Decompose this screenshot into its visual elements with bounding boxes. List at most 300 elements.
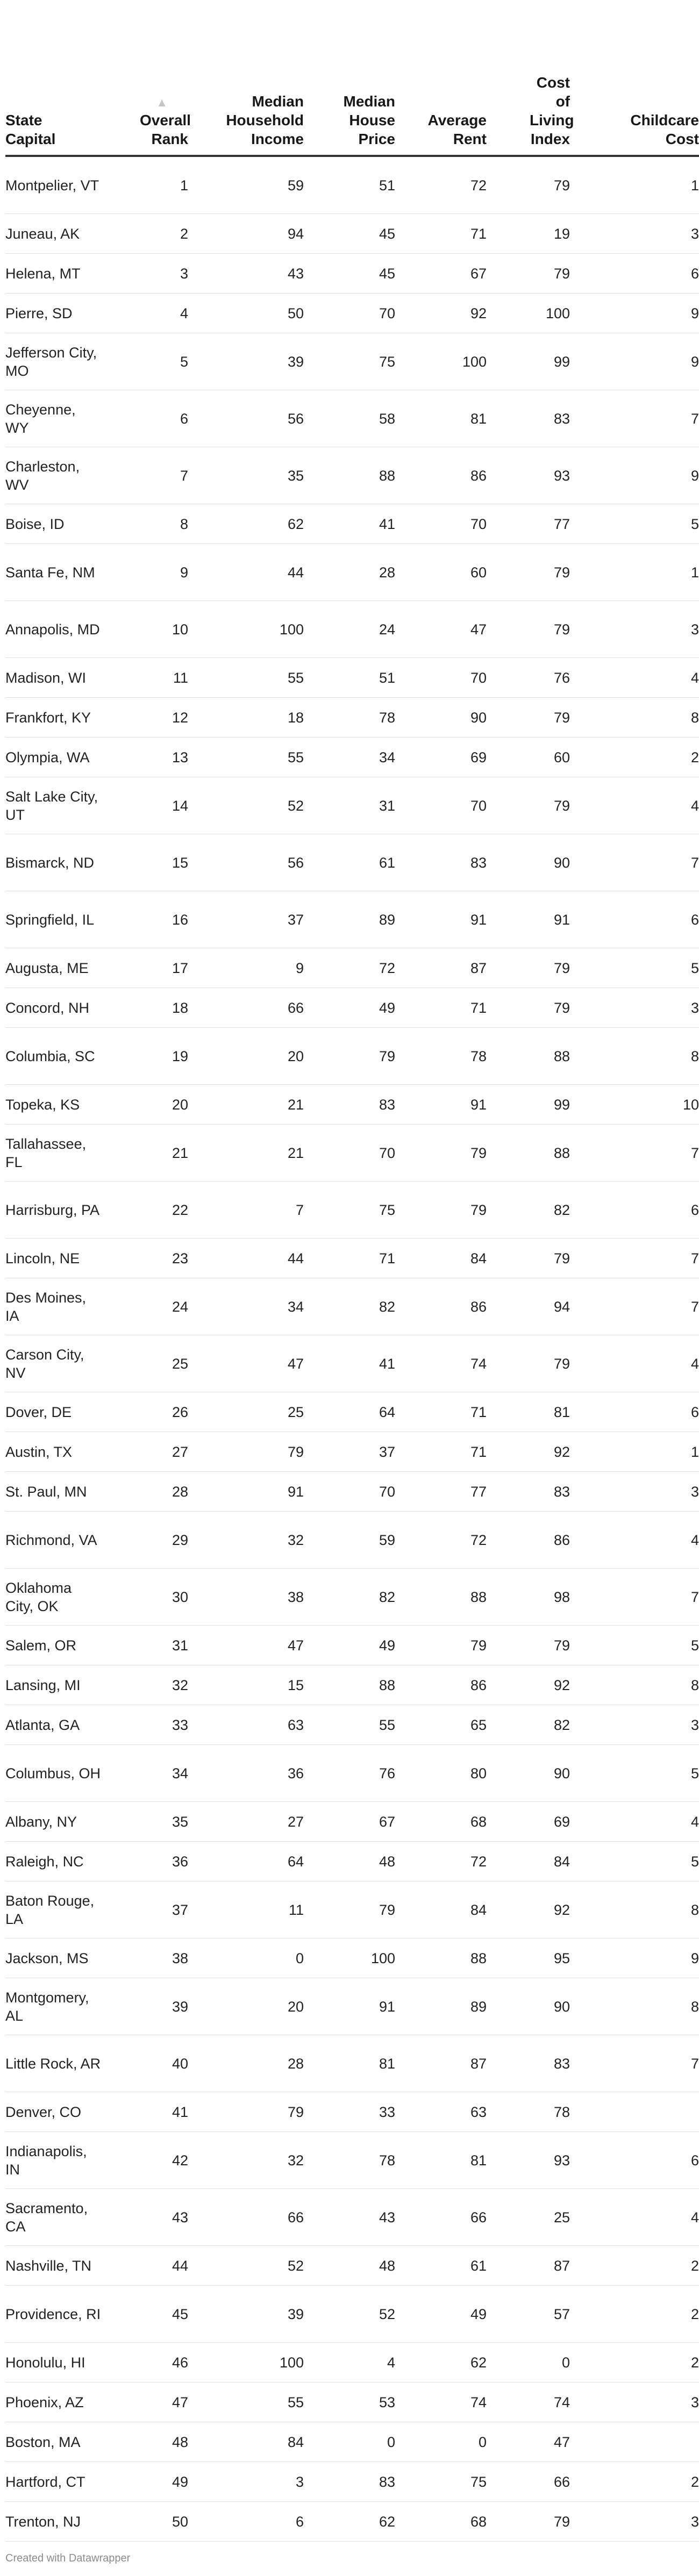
cell-childcare-cost: 7 (570, 834, 699, 891)
table-row (5, 254, 699, 294)
cell-cost-of-living-index: 93 (487, 447, 570, 504)
cell-cost-of-living-index: 0 (487, 2343, 570, 2382)
cell-childcare-cost: 3 (570, 601, 699, 658)
cell-childcare-cost: 5 (570, 1626, 699, 1665)
cell-cost-of-living-index: 83 (487, 2035, 570, 2092)
cell-median-house-price: 88 (304, 1665, 395, 1705)
cell-childcare-cost: 2 (570, 738, 699, 777)
cell-average-rent: 80 (395, 1745, 487, 1802)
cell-cost-of-living-index: 25 (487, 2189, 570, 2246)
cell-childcare-cost (570, 2092, 699, 2132)
cell-median-house-price: 48 (304, 2246, 395, 2286)
cell-median-household-income: 55 (188, 738, 304, 777)
cell-childcare-cost: 6 (570, 891, 699, 948)
cell-overall-rank: 29 (113, 1512, 188, 1569)
cell-median-household-income: 91 (188, 1472, 304, 1512)
cell-cost-of-living-index: 81 (487, 1392, 570, 1432)
cell-median-house-price: 78 (304, 698, 395, 738)
cell-state-capital: Albany, NY (5, 1802, 113, 1842)
cell-cost-of-living-index: 79 (487, 1626, 570, 1665)
cell-state-capital: Springfield, IL (5, 891, 113, 948)
cell-median-house-price: 82 (304, 1569, 395, 1626)
cell-state-capital: Carson City, NV (5, 1335, 113, 1392)
cell-median-household-income: 43 (188, 254, 304, 294)
cell-median-household-income: 39 (188, 333, 304, 390)
cell-childcare-cost: 5 (570, 1842, 699, 1881)
cell-median-household-income: 6 (188, 2502, 304, 2542)
cell-average-rent: 70 (395, 504, 487, 544)
table-row (5, 738, 699, 777)
column-header-average-rent[interactable]: Average Rent (395, 0, 487, 156)
cell-state-capital: Juneau, AK (5, 214, 113, 254)
cell-cost-of-living-index: 79 (487, 254, 570, 294)
cell-cost-of-living-index: 99 (487, 1085, 570, 1125)
cell-median-house-price: 51 (304, 156, 395, 214)
cell-state-capital: Honolulu, HI (5, 2343, 113, 2382)
cell-state-capital: Austin, TX (5, 1432, 113, 1472)
cell-state-capital: Topeka, KS (5, 1085, 113, 1125)
table-row (5, 988, 699, 1028)
cell-overall-rank: 43 (113, 2189, 188, 2246)
cell-childcare-cost: 6 (570, 254, 699, 294)
cell-average-rent: 91 (395, 891, 487, 948)
cell-childcare-cost: 1 (570, 1432, 699, 1472)
table-row (5, 156, 699, 214)
cell-state-capital: Baton Rouge, LA (5, 1881, 113, 1938)
cell-state-capital: Santa Fe, NM (5, 544, 113, 601)
cell-median-house-price: 49 (304, 1626, 395, 1665)
cell-average-rent: 78 (395, 1028, 487, 1085)
cell-median-household-income: 63 (188, 1705, 304, 1745)
cell-state-capital: Bismarck, ND (5, 834, 113, 891)
table-row (5, 1842, 699, 1881)
table-row (5, 1569, 699, 1626)
table-row (5, 1432, 699, 1472)
cell-childcare-cost: 7 (570, 1125, 699, 1182)
table-row (5, 1626, 699, 1665)
cell-state-capital: Sacramento, CA (5, 2189, 113, 2246)
cell-median-household-income: 18 (188, 698, 304, 738)
cell-average-rent: 47 (395, 601, 487, 658)
cell-average-rent: 70 (395, 777, 487, 834)
cell-median-household-income: 27 (188, 1802, 304, 1842)
cell-median-house-price: 71 (304, 1239, 395, 1278)
cell-childcare-cost: 7 (570, 1239, 699, 1278)
cell-cost-of-living-index: 57 (487, 2286, 570, 2343)
table-row (5, 2246, 699, 2286)
cell-average-rent: 86 (395, 447, 487, 504)
cell-cost-of-living-index: 86 (487, 1512, 570, 1569)
table-row (5, 2422, 699, 2462)
cell-childcare-cost: 8 (570, 1665, 699, 1705)
cell-childcare-cost: 9 (570, 294, 699, 333)
cell-state-capital: Helena, MT (5, 254, 113, 294)
cell-state-capital: Nashville, TN (5, 2246, 113, 2286)
cell-childcare-cost: 2 (570, 2343, 699, 2382)
cell-median-house-price: 24 (304, 601, 395, 658)
cell-state-capital: Richmond, VA (5, 1512, 113, 1569)
state-capitals-table (5, 0, 699, 2542)
cell-overall-rank: 48 (113, 2422, 188, 2462)
cell-cost-of-living-index: 98 (487, 1569, 570, 1626)
table-row (5, 294, 699, 333)
cell-childcare-cost: 3 (570, 2502, 699, 2542)
cell-state-capital: Montgomery, AL (5, 1978, 113, 2035)
cell-median-household-income: 100 (188, 601, 304, 658)
cell-average-rent: 79 (395, 1626, 487, 1665)
cell-average-rent: 71 (395, 1392, 487, 1432)
cell-overall-rank: 28 (113, 1472, 188, 1512)
cell-cost-of-living-index: 79 (487, 777, 570, 834)
cell-average-rent: 72 (395, 156, 487, 214)
table-row (5, 2286, 699, 2343)
cell-state-capital: Columbia, SC (5, 1028, 113, 1085)
cell-childcare-cost: 9 (570, 1938, 699, 1978)
cell-cost-of-living-index: 79 (487, 1239, 570, 1278)
cell-childcare-cost: 9 (570, 447, 699, 504)
column-header-overall-rank[interactable]: ▲ Overall Rank (113, 0, 188, 156)
cell-average-rent: 62 (395, 2343, 487, 2382)
column-header-cost-of-living-index[interactable]: Cost of Living Index (487, 0, 570, 156)
table-row (5, 1472, 699, 1512)
cell-childcare-cost: 8 (570, 1028, 699, 1085)
cell-childcare-cost: 3 (570, 2382, 699, 2422)
table-row (5, 1938, 699, 1978)
cell-median-house-price: 70 (304, 1125, 395, 1182)
cell-median-household-income: 0 (188, 1938, 304, 1978)
cell-median-house-price: 37 (304, 1432, 395, 1472)
cell-median-house-price: 41 (304, 504, 395, 544)
cell-cost-of-living-index: 92 (487, 1665, 570, 1705)
cell-state-capital: Madison, WI (5, 658, 113, 698)
cell-state-capital: Pierre, SD (5, 294, 113, 333)
cell-childcare-cost: 7 (570, 1569, 699, 1626)
table-row (5, 333, 699, 390)
cell-overall-rank: 41 (113, 2092, 188, 2132)
cell-state-capital: Atlanta, GA (5, 1705, 113, 1745)
cell-median-house-price: 31 (304, 777, 395, 834)
cell-median-house-price: 48 (304, 1842, 395, 1881)
cell-median-household-income: 35 (188, 447, 304, 504)
cell-state-capital: Cheyenne, WY (5, 390, 113, 447)
cell-childcare-cost: 1 (570, 156, 699, 214)
cell-childcare-cost: 4 (570, 777, 699, 834)
table-row (5, 1335, 699, 1392)
cell-state-capital: Augusta, ME (5, 948, 113, 988)
cell-median-household-income: 84 (188, 2422, 304, 2462)
cell-median-house-price: 75 (304, 1182, 395, 1239)
cell-cost-of-living-index: 79 (487, 1335, 570, 1392)
table-row (5, 1881, 699, 1938)
cell-median-household-income: 39 (188, 2286, 304, 2343)
table-row (5, 2035, 699, 2092)
cell-state-capital: Boise, ID (5, 504, 113, 544)
cell-cost-of-living-index: 90 (487, 834, 570, 891)
cell-cost-of-living-index: 79 (487, 156, 570, 214)
cell-childcare-cost: 3 (570, 988, 699, 1028)
cell-state-capital: Little Rock, AR (5, 2035, 113, 2092)
cell-overall-rank: 10 (113, 601, 188, 658)
cell-overall-rank: 6 (113, 390, 188, 447)
cell-childcare-cost: 4 (570, 1802, 699, 1842)
cell-median-house-price: 62 (304, 2502, 395, 2542)
cell-childcare-cost: 3 (570, 1705, 699, 1745)
cell-average-rent: 87 (395, 948, 487, 988)
cell-median-house-price: 33 (304, 2092, 395, 2132)
cell-overall-rank: 19 (113, 1028, 188, 1085)
cell-cost-of-living-index: 69 (487, 1802, 570, 1842)
cell-state-capital: Dover, DE (5, 1392, 113, 1432)
cell-childcare-cost: 6 (570, 1182, 699, 1239)
cell-childcare-cost: 9 (570, 333, 699, 390)
cell-median-household-income: 47 (188, 1626, 304, 1665)
cell-average-rent: 75 (395, 2462, 487, 2502)
column-header-median-household-income[interactable]: Median Household Income (188, 0, 304, 156)
cell-average-rent: 79 (395, 1125, 487, 1182)
cell-median-house-price: 72 (304, 948, 395, 988)
table-row (5, 2502, 699, 2542)
column-header-childcare-cost[interactable]: Childcare Cost (570, 0, 699, 156)
cell-state-capital: Concord, NH (5, 988, 113, 1028)
cell-median-household-income: 9 (188, 948, 304, 988)
cell-median-house-price: 28 (304, 544, 395, 601)
table-row (5, 1085, 699, 1125)
cell-overall-rank: 37 (113, 1881, 188, 1938)
cell-overall-rank: 33 (113, 1705, 188, 1745)
cell-state-capital: Frankfort, KY (5, 698, 113, 738)
cell-overall-rank: 15 (113, 834, 188, 891)
cell-childcare-cost: 4 (570, 2189, 699, 2246)
cell-average-rent: 71 (395, 988, 487, 1028)
cell-average-rent: 71 (395, 214, 487, 254)
column-header-state-capital[interactable]: State Capital (5, 0, 113, 156)
cell-childcare-cost: 7 (570, 390, 699, 447)
cell-overall-rank: 16 (113, 891, 188, 948)
table-row (5, 1705, 699, 1745)
cell-state-capital: Lincoln, NE (5, 1239, 113, 1278)
cell-median-house-price: 70 (304, 1472, 395, 1512)
table-row (5, 698, 699, 738)
cell-state-capital: Phoenix, AZ (5, 2382, 113, 2422)
cell-median-house-price: 59 (304, 1512, 395, 1569)
cell-average-rent: 72 (395, 1842, 487, 1881)
cell-average-rent: 79 (395, 1182, 487, 1239)
cell-median-house-price: 41 (304, 1335, 395, 1392)
cell-cost-of-living-index: 79 (487, 948, 570, 988)
cell-childcare-cost: 3 (570, 214, 699, 254)
cell-average-rent: 86 (395, 1278, 487, 1335)
cell-median-household-income: 100 (188, 2343, 304, 2382)
cell-cost-of-living-index: 79 (487, 2502, 570, 2542)
cell-overall-rank: 14 (113, 777, 188, 834)
cell-median-house-price: 61 (304, 834, 395, 891)
cell-cost-of-living-index: 47 (487, 2422, 570, 2462)
cell-average-rent: 81 (395, 390, 487, 447)
cell-childcare-cost: 8 (570, 1978, 699, 2035)
cell-median-house-price: 70 (304, 294, 395, 333)
cell-median-house-price: 45 (304, 254, 395, 294)
table-row (5, 1278, 699, 1335)
cell-cost-of-living-index: 87 (487, 2246, 570, 2286)
table-row (5, 2189, 699, 2246)
cell-state-capital: Salem, OR (5, 1626, 113, 1665)
cell-overall-rank: 22 (113, 1182, 188, 1239)
cell-average-rent: 88 (395, 1569, 487, 1626)
cell-overall-rank: 12 (113, 698, 188, 738)
cell-overall-rank: 21 (113, 1125, 188, 1182)
cell-cost-of-living-index: 90 (487, 1745, 570, 1802)
cell-median-house-price: 52 (304, 2286, 395, 2343)
table-row (5, 504, 699, 544)
cell-average-rent: 70 (395, 658, 487, 698)
cell-state-capital: Jackson, MS (5, 1938, 113, 1978)
cell-average-rent: 88 (395, 1938, 487, 1978)
cell-median-house-price: 83 (304, 1085, 395, 1125)
cell-cost-of-living-index: 19 (487, 214, 570, 254)
cell-overall-rank: 27 (113, 1432, 188, 1472)
table-row (5, 1802, 699, 1842)
cell-overall-rank: 25 (113, 1335, 188, 1392)
cell-average-rent: 72 (395, 1512, 487, 1569)
cell-overall-rank: 13 (113, 738, 188, 777)
cell-cost-of-living-index: 95 (487, 1938, 570, 1978)
cell-childcare-cost: 4 (570, 1512, 699, 1569)
cell-state-capital: Hartford, CT (5, 2462, 113, 2502)
cell-median-household-income: 52 (188, 777, 304, 834)
cell-median-household-income: 56 (188, 834, 304, 891)
cell-median-household-income: 79 (188, 2092, 304, 2132)
table-row (5, 2343, 699, 2382)
cell-average-rent: 68 (395, 1802, 487, 1842)
table-body (5, 156, 699, 2542)
cell-overall-rank: 38 (113, 1938, 188, 1978)
cell-median-house-price: 76 (304, 1745, 395, 1802)
cell-median-house-price: 83 (304, 2462, 395, 2502)
cell-childcare-cost: 2 (570, 2462, 699, 2502)
cell-childcare-cost: 4 (570, 1335, 699, 1392)
cell-cost-of-living-index: 93 (487, 2132, 570, 2189)
cell-state-capital: Charleston, WV (5, 447, 113, 504)
cell-overall-rank: 45 (113, 2286, 188, 2343)
cell-cost-of-living-index: 88 (487, 1028, 570, 1085)
cell-childcare-cost: 5 (570, 1745, 699, 1802)
cell-median-house-price: 91 (304, 1978, 395, 2035)
cell-median-household-income: 55 (188, 658, 304, 698)
cell-state-capital: Denver, CO (5, 2092, 113, 2132)
column-header-median-house-price[interactable]: Median House Price (304, 0, 395, 156)
cell-overall-rank: 17 (113, 948, 188, 988)
cell-overall-rank: 18 (113, 988, 188, 1028)
cell-cost-of-living-index: 94 (487, 1278, 570, 1335)
cell-cost-of-living-index: 79 (487, 988, 570, 1028)
cell-median-household-income: 32 (188, 2132, 304, 2189)
cell-cost-of-living-index: 83 (487, 1472, 570, 1512)
cell-childcare-cost: 1 (570, 544, 699, 601)
cell-median-household-income: 32 (188, 1512, 304, 1569)
cell-median-house-price: 51 (304, 658, 395, 698)
cell-median-household-income: 7 (188, 1182, 304, 1239)
cell-median-household-income: 20 (188, 1978, 304, 2035)
cell-average-rent: 61 (395, 2246, 487, 2286)
cell-cost-of-living-index: 99 (487, 333, 570, 390)
cell-childcare-cost: 8 (570, 698, 699, 738)
cell-median-household-income: 47 (188, 1335, 304, 1392)
cell-overall-rank: 3 (113, 254, 188, 294)
cell-median-house-price: 43 (304, 2189, 395, 2246)
cell-average-rent: 67 (395, 254, 487, 294)
cell-overall-rank: 35 (113, 1802, 188, 1842)
cell-median-household-income: 38 (188, 1569, 304, 1626)
cell-cost-of-living-index: 79 (487, 698, 570, 738)
cell-cost-of-living-index: 76 (487, 658, 570, 698)
cell-overall-rank: 2 (113, 214, 188, 254)
cell-cost-of-living-index: 78 (487, 2092, 570, 2132)
table-row (5, 891, 699, 948)
cell-median-household-income: 20 (188, 1028, 304, 1085)
cell-median-house-price: 79 (304, 1881, 395, 1938)
cell-average-rent: 100 (395, 333, 487, 390)
cell-median-household-income: 21 (188, 1125, 304, 1182)
cell-childcare-cost: 10 (570, 1085, 699, 1125)
cell-average-rent: 83 (395, 834, 487, 891)
table-row (5, 601, 699, 658)
cell-median-house-price: 88 (304, 447, 395, 504)
table-row (5, 777, 699, 834)
table-row (5, 447, 699, 504)
cell-average-rent: 71 (395, 1432, 487, 1472)
cell-overall-rank: 31 (113, 1626, 188, 1665)
sort-ascending-icon[interactable]: ▲ (156, 96, 168, 109)
cell-overall-rank: 49 (113, 2462, 188, 2502)
cell-median-house-price: 79 (304, 1028, 395, 1085)
cell-overall-rank: 42 (113, 2132, 188, 2189)
cell-median-house-price: 89 (304, 891, 395, 948)
cell-median-household-income: 28 (188, 2035, 304, 2092)
table-row (5, 544, 699, 601)
cell-average-rent: 86 (395, 1665, 487, 1705)
cell-overall-rank: 46 (113, 2343, 188, 2382)
cell-childcare-cost: 3 (570, 1472, 699, 1512)
cell-average-rent: 84 (395, 1881, 487, 1938)
table-row (5, 2092, 699, 2132)
cell-cost-of-living-index: 91 (487, 891, 570, 948)
cell-average-rent: 84 (395, 1239, 487, 1278)
cell-overall-rank: 34 (113, 1745, 188, 1802)
cell-median-house-price: 58 (304, 390, 395, 447)
cell-average-rent: 77 (395, 1472, 487, 1512)
table-row (5, 1028, 699, 1085)
cell-state-capital: Indianapolis, IN (5, 2132, 113, 2189)
cell-median-house-price: 53 (304, 2382, 395, 2422)
cell-state-capital: Providence, RI (5, 2286, 113, 2343)
cell-average-rent: 74 (395, 1335, 487, 1392)
cell-median-household-income: 25 (188, 1392, 304, 1432)
cell-overall-rank: 40 (113, 2035, 188, 2092)
cell-state-capital: Annapolis, MD (5, 601, 113, 658)
cell-average-rent: 74 (395, 2382, 487, 2422)
cell-state-capital: Harrisburg, PA (5, 1182, 113, 1239)
cell-median-house-price: 81 (304, 2035, 395, 2092)
cell-average-rent: 65 (395, 1705, 487, 1745)
cell-state-capital: Tallahassee, FL (5, 1125, 113, 1182)
cell-average-rent: 92 (395, 294, 487, 333)
cell-overall-rank: 23 (113, 1239, 188, 1278)
cell-childcare-cost: 5 (570, 948, 699, 988)
cell-cost-of-living-index: 100 (487, 294, 570, 333)
table-row (5, 1665, 699, 1705)
cell-cost-of-living-index: 90 (487, 1978, 570, 2035)
cell-average-rent: 63 (395, 2092, 487, 2132)
